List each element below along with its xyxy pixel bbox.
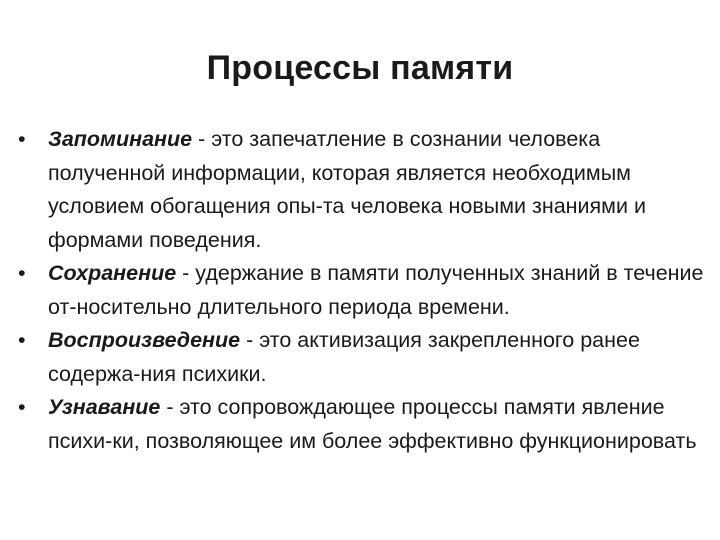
definition-memorization: - это запечатление в сознании человека полученной информации, которая является необходимым условием обогащения опы-та человека новыми знаниями и формами поведения.	[48, 127, 646, 252]
bullet-icon: •	[18, 127, 26, 151]
slide-title: Процессы памяти	[206, 49, 514, 87]
bullet-list	[18, 123, 708, 458]
bullet-icon: •	[18, 261, 26, 285]
term-recognition: Узнавание	[48, 395, 161, 419]
bullet-icon: •	[18, 395, 26, 419]
term-reproduction: Воспроизведение	[48, 328, 241, 352]
definition-recognition: - это сопровождающее процессы памяти явление психи-ки, позволяющее им более эффективно функционировать	[48, 395, 697, 453]
definition-retention: - удержание в памяти полученных знаний в течение от-носительно длительного периода времени.	[48, 261, 704, 319]
bullet-item-retention	[18, 257, 708, 324]
bullet-icon: •	[18, 328, 26, 352]
bullet-item-recognition	[18, 391, 708, 458]
term-retention: Сохранение	[48, 261, 177, 285]
bullet-item-memorization	[18, 123, 708, 257]
term-memorization: Запоминание	[48, 127, 193, 151]
bullet-item-reproduction	[18, 324, 708, 391]
definition-reproduction: - это активизация закрепленного ранее содержа-ния психики.	[48, 328, 640, 386]
